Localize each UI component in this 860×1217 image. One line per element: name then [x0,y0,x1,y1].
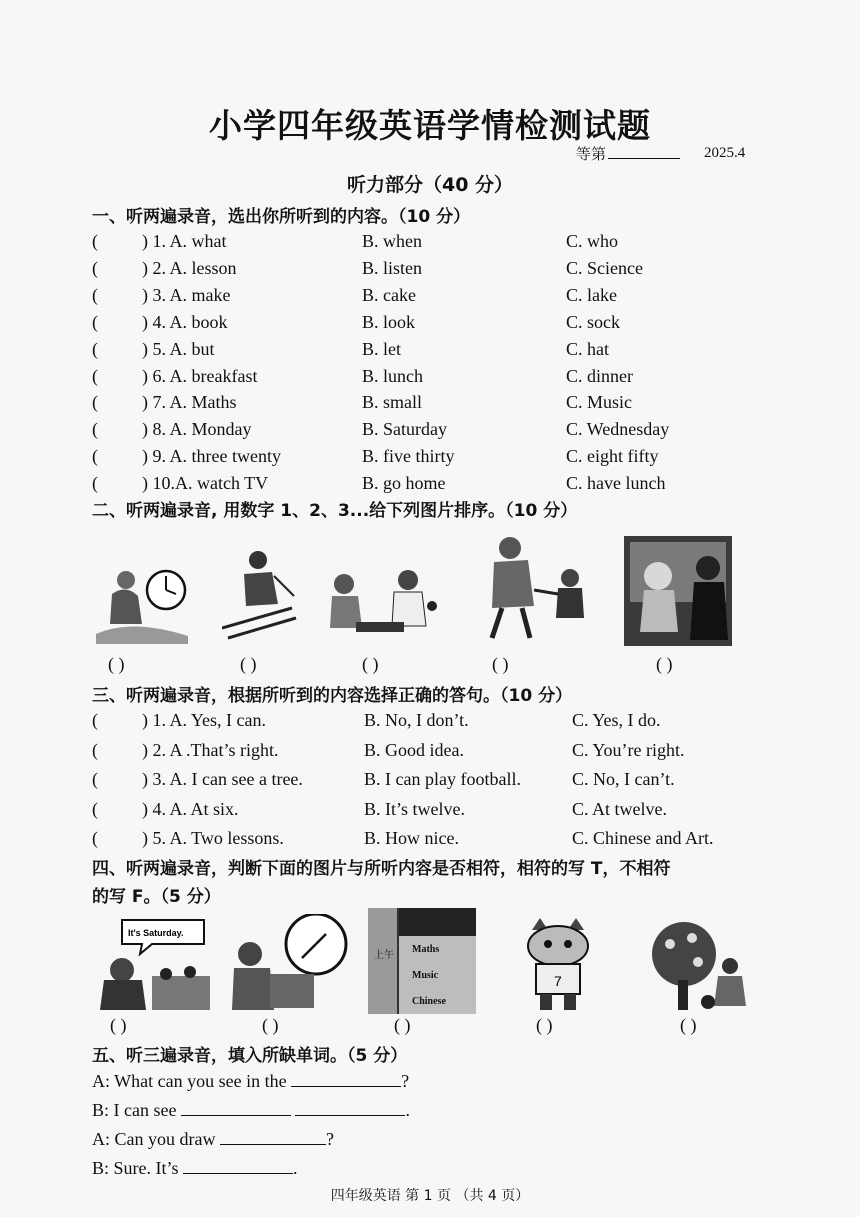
option-c: C. hat [566,338,609,359]
s4-answer-4[interactable]: ( ) [536,1015,553,1035]
boy-clock-7-picture [230,914,352,1014]
option-a: ) 10.A. watch TV [142,473,269,494]
option-a: ) 4. A. book [142,311,228,332]
girl-tree-picture [648,920,752,1014]
option-b: B. How nice. [364,828,459,848]
s4-answer-3[interactable]: ( ) [394,1015,411,1035]
option-b: B. It’s twelve. [364,798,465,819]
option-c: C. Yes, I do. [572,710,661,730]
option-b: B. five thirty [362,446,455,467]
answer-paren[interactable]: ( [92,392,98,413]
option-a: ) 5. A. but [142,338,215,359]
s5-line-end: . [293,1158,298,1178]
option-c: C. sock [566,311,620,332]
option-a: ) 3. A. make [142,284,231,305]
rooster-saturday-picture [92,914,214,1014]
option-b: B. listen [362,257,423,278]
option-a: ) 4. A. At six. [142,798,239,819]
option-c: C. eight fifty [566,446,659,467]
s5-line-text: B: I can see [92,1100,177,1120]
option-a: ) 1. A. Yes, I can. [142,710,266,730]
s5-line-text: B: Sure. It’s [92,1158,179,1178]
skier-picture [222,546,298,640]
schedule-item-maths: Maths [412,944,440,955]
s2-answer-5[interactable]: ( ) [656,654,673,674]
answer-paren[interactable]: ( [92,798,98,819]
s5-line-end: ? [325,1129,334,1149]
option-b: B. Saturday [362,419,447,440]
boy-clock-picture [92,558,192,644]
s5-line-text: A: What can you see in the [92,1071,287,1091]
s5-line-end: . [405,1100,410,1120]
option-c: C. lake [566,284,617,305]
exam-date: 2025.4 [704,145,746,161]
s4-answer-2[interactable]: ( ) [262,1015,279,1035]
answer-paren[interactable]: ( [92,284,98,305]
option-c: C. At twelve. [572,798,667,819]
kids-pingpong-picture [322,566,440,644]
grade-blank[interactable] [608,158,680,159]
option-a: ) 2. A .That’s right. [142,739,279,760]
s5-blank[interactable] [181,1099,291,1116]
option-a: ) 3. A. I can see a tree. [142,769,303,789]
speech-bubble-text: It's Saturday. [128,928,184,938]
s2-answer-3[interactable]: ( ) [362,654,379,674]
option-b: B. go home [362,473,446,494]
answer-paren[interactable]: ( [92,231,98,251]
s5-blank[interactable] [295,1099,405,1116]
shirt-number: 7 [554,973,562,989]
s5-line-2 [92,1099,410,1121]
option-b: B. I can play football. [364,769,521,789]
s2-answer-2[interactable]: ( ) [240,654,257,674]
answer-paren[interactable]: ( [92,710,98,730]
answer-paren[interactable]: ( [92,769,98,789]
option-c: C. Music [566,392,633,413]
s5-line-text: A: Can you draw [92,1129,216,1149]
page-footer: 四年级英语 第 1 页 （共 4 页） [330,1188,530,1204]
s2-answer-1[interactable]: ( ) [108,654,125,674]
answer-paren[interactable]: ( [92,446,98,467]
schedule-item-music: Music [412,970,439,981]
answer-paren[interactable]: ( [92,828,98,848]
option-a: ) 6. A. breakfast [142,365,258,386]
option-a: ) 2. A. lesson [142,257,237,278]
grade-label: 等第 [576,147,607,163]
option-b: B. small [362,392,423,413]
option-c: C. who [566,231,619,251]
option-c: C. Wednesday [566,419,670,440]
listening-heading: 听力部分（40 分） [346,174,514,196]
option-a: ) 7. A. Maths [142,392,237,413]
answer-paren[interactable]: ( [92,365,98,386]
s4-answer-1[interactable]: ( ) [110,1015,127,1035]
s4-answer-5[interactable]: ( ) [680,1015,697,1035]
answer-paren[interactable]: ( [92,419,98,440]
answer-paren[interactable]: ( [92,338,98,359]
option-b: B. lunch [362,365,423,386]
cat-seven-picture [510,916,606,1012]
option-b: B. No, I don’t. [364,710,469,730]
s5-line-4 [92,1157,298,1179]
option-a: ) 5. A. Two lessons. [142,828,284,848]
option-b: B. when [362,231,422,251]
s5-line-3 [92,1128,334,1150]
option-a: ) 9. A. three twenty [142,446,281,467]
s5-blank[interactable] [291,1070,401,1087]
option-b: B. let [362,338,401,359]
option-b: B. Good idea. [364,739,464,760]
s2-answer-4[interactable]: ( ) [492,654,509,674]
option-c: C. You’re right. [572,739,685,760]
s5-blank[interactable] [220,1128,326,1145]
option-c: C. have lunch [566,473,666,494]
schedule-item-chinese: Chinese [412,996,446,1007]
answer-paren[interactable]: ( [92,739,98,760]
option-c: C. Science [566,257,643,278]
section4-heading-line2: 的写 F。（5 分） [92,887,221,907]
answer-paren[interactable]: ( [92,311,98,332]
schedule-side-label: 上午 [374,950,394,961]
schedule-picture [368,908,476,1014]
section4-heading-line1: 四、听两遍录音，判断下面的图片与所听内容是否相符，相符的写 T，不相符 [92,859,671,879]
option-c: C. Chinese and Art. [572,828,714,848]
option-c: C. dinner [566,365,633,386]
section2-heading: 二、听两遍录音, 用数字 1、2、3...给下列图片排序。（10 分） [92,501,578,521]
answer-paren[interactable]: ( [92,473,98,494]
option-a: ) 8. A. Monday [142,419,252,440]
option-c: C. No, I can’t. [572,769,675,789]
s5-line-end: ? [401,1071,410,1091]
option-b: B. look [362,311,416,332]
answer-paren[interactable]: ( [92,257,98,278]
section3-heading: 三、听两遍录音，根据所听到的内容选择正确的答句。（10 分） [92,686,573,706]
grade-field [576,143,680,164]
boys-greeting-picture [482,534,602,644]
page-title: 小学四年级英语学情检测试题 [209,106,651,145]
s5-line-1 [92,1070,409,1092]
option-a: ) 1. A. what [142,231,227,251]
s5-blank[interactable] [183,1157,293,1174]
option-b: B. cake [362,284,416,305]
section5-heading: 五、听三遍录音，填入所缺单词。（5 分） [92,1046,408,1066]
cats-picture [624,536,732,646]
section1-heading: 一、听两遍录音，选出你所听到的内容。（10 分） [92,207,471,227]
